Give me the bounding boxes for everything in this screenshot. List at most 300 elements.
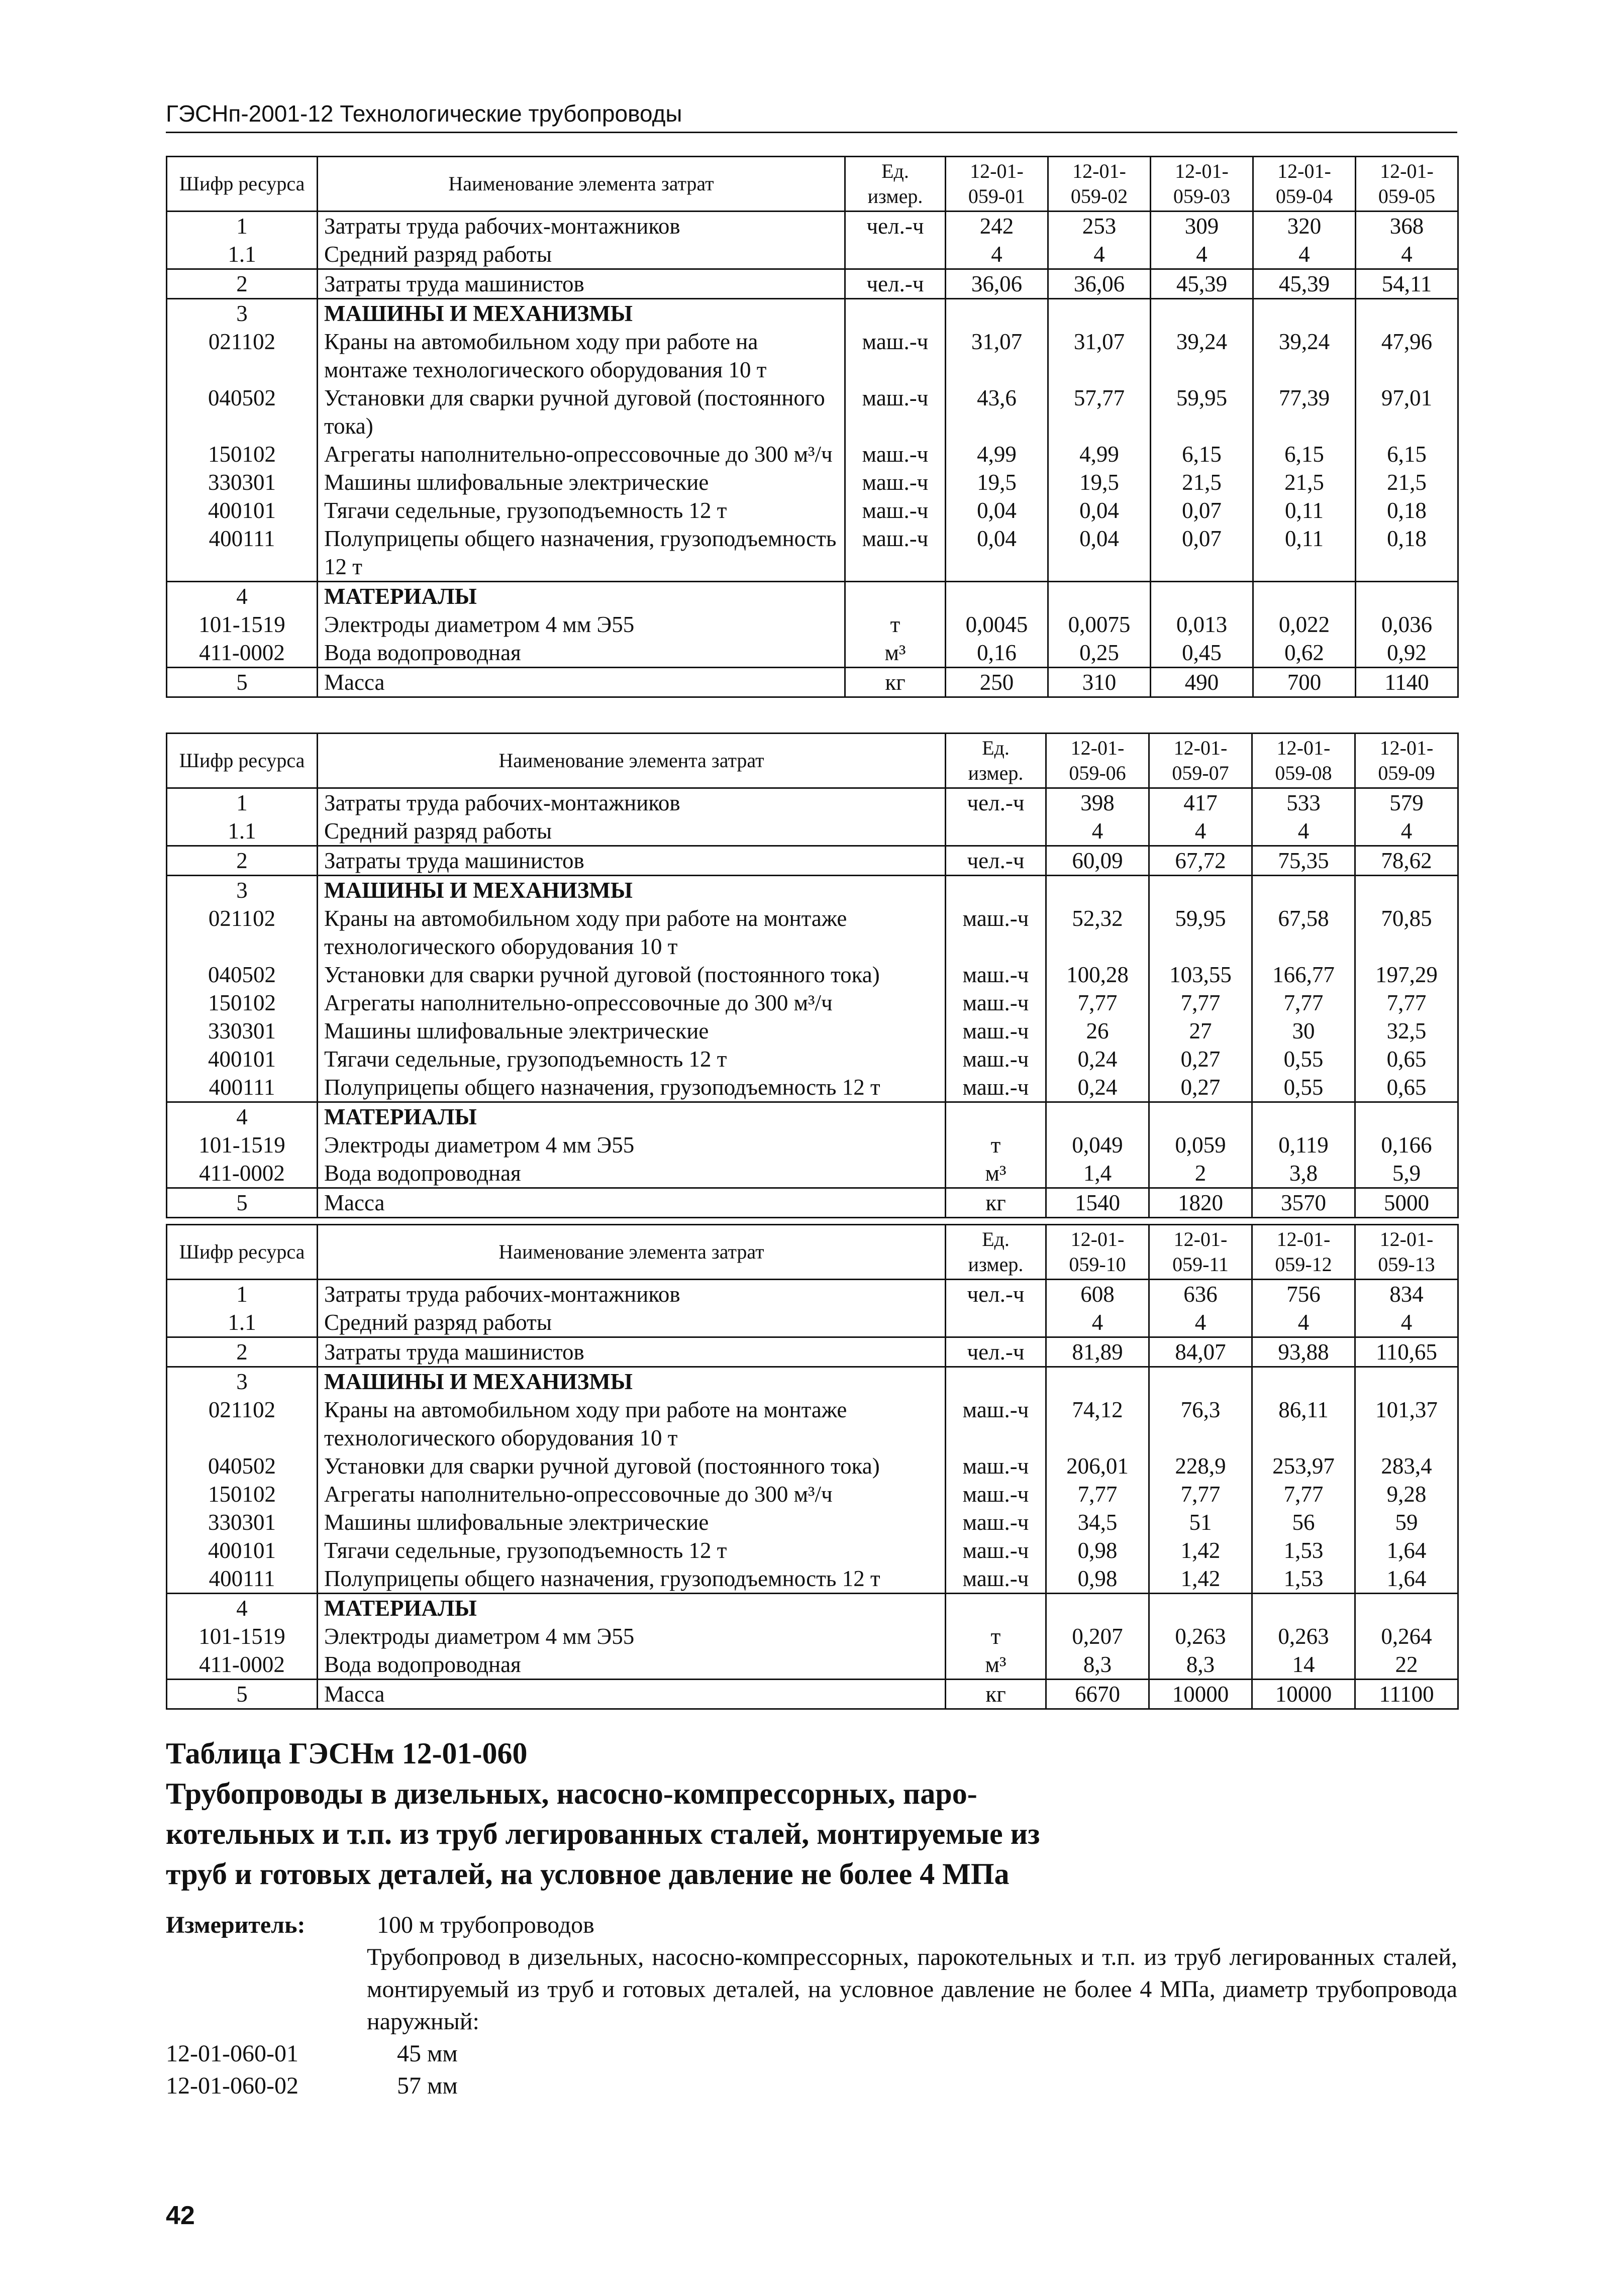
resource-value xyxy=(946,582,1048,611)
resource-code: 150102 xyxy=(167,440,318,468)
table-row xyxy=(167,468,1458,496)
resource-value: 1540 xyxy=(1046,1188,1149,1218)
resource-value xyxy=(1355,1102,1458,1131)
header-column-code: 12-01-059-05 xyxy=(1356,157,1458,212)
resource-value: 1820 xyxy=(1149,1188,1252,1218)
resource-table-1 xyxy=(166,156,1459,698)
resource-code: 411-0002 xyxy=(167,1159,318,1188)
resource-value: 253,97 xyxy=(1252,1452,1355,1480)
resource-value: 70,85 xyxy=(1355,904,1458,961)
table-row xyxy=(167,440,1458,468)
resource-value: 39,24 xyxy=(1151,328,1253,384)
resource-value: 97,01 xyxy=(1356,384,1458,440)
resource-value: 0,07 xyxy=(1151,525,1253,582)
table-row xyxy=(167,1650,1458,1680)
resource-unit: кг xyxy=(946,1188,1046,1218)
resource-value: 100,28 xyxy=(1046,961,1149,989)
table-row xyxy=(167,1396,1458,1452)
resource-name: Средний разряд работы xyxy=(318,817,946,846)
table-row xyxy=(167,269,1458,299)
resource-name: Затраты труда рабочих-монтажников xyxy=(318,212,845,241)
resource-value: 8,3 xyxy=(1046,1650,1149,1680)
table-row xyxy=(167,1102,1458,1131)
table-row xyxy=(167,1017,1458,1045)
resource-value: 0,207 xyxy=(1046,1622,1149,1650)
table-row xyxy=(167,1159,1458,1188)
table-row xyxy=(167,299,1458,328)
table-row xyxy=(167,961,1458,989)
resource-unit: маш.-ч xyxy=(946,989,1046,1017)
table-row xyxy=(167,1308,1458,1337)
resource-value: 7,77 xyxy=(1252,1480,1355,1508)
resource-unit: маш.-ч xyxy=(946,1045,1046,1073)
resource-value: 0,18 xyxy=(1356,525,1458,582)
resource-value: 0,27 xyxy=(1149,1073,1252,1102)
resource-value: 4 xyxy=(1046,817,1149,846)
resource-name: Масса xyxy=(318,1680,946,1709)
resource-value: 250 xyxy=(946,668,1048,697)
resource-value: 21,5 xyxy=(1151,468,1253,496)
page-header: ГЭСНп-2001-12 Технологические трубопроводы xyxy=(166,98,1457,133)
resource-value: 0,27 xyxy=(1149,1045,1252,1073)
resource-code: 1 xyxy=(167,1280,318,1309)
resource-value: 4 xyxy=(946,240,1048,269)
table-row xyxy=(167,1680,1458,1709)
resource-value: 0,013 xyxy=(1151,610,1253,639)
resource-value: 309 xyxy=(1151,212,1253,241)
resource-value: 10000 xyxy=(1149,1680,1252,1709)
resource-code: 040502 xyxy=(167,961,318,989)
resource-unit: м³ xyxy=(845,639,946,668)
resource-value: 0,04 xyxy=(1048,525,1151,582)
resource-value: 228,9 xyxy=(1149,1452,1252,1480)
resource-name: Вода водопроводная xyxy=(318,639,845,668)
resource-value: 0,263 xyxy=(1149,1622,1252,1650)
resource-code: 400111 xyxy=(167,1564,318,1594)
resource-value: 242 xyxy=(946,212,1048,241)
table-header-row xyxy=(167,1225,1458,1280)
resource-value: 4,99 xyxy=(946,440,1048,468)
resource-unit: маш.-ч xyxy=(946,904,1046,961)
resource-value: 19,5 xyxy=(946,468,1048,496)
measure-item-value: 45 мм xyxy=(397,2040,458,2067)
resource-name: Средний разряд работы xyxy=(318,240,845,269)
resource-value: 1,53 xyxy=(1252,1564,1355,1594)
resource-value: 1,42 xyxy=(1149,1564,1252,1594)
resource-unit: маш.-ч xyxy=(946,1480,1046,1508)
resource-unit xyxy=(845,582,946,611)
resource-value: 77,39 xyxy=(1253,384,1356,440)
resource-value: 197,29 xyxy=(1355,961,1458,989)
resource-unit xyxy=(845,240,946,269)
resource-value: 45,39 xyxy=(1151,269,1253,299)
resource-value: 3570 xyxy=(1252,1188,1355,1218)
table-title xyxy=(166,1733,1457,1894)
resource-value: 2 xyxy=(1149,1159,1252,1188)
resource-name: Краны на автомобильном ходу при работе на монтаже технологического оборудования 10 т xyxy=(318,1396,946,1452)
resource-value: 4 xyxy=(1355,1308,1458,1337)
table-row xyxy=(167,1594,1458,1623)
resource-code: 021102 xyxy=(167,328,318,384)
resource-value xyxy=(1253,299,1356,328)
resource-value: 84,07 xyxy=(1149,1337,1252,1367)
resource-value: 7,77 xyxy=(1046,1480,1149,1508)
resource-code: 4 xyxy=(167,582,318,611)
resource-value: 60,09 xyxy=(1046,846,1149,876)
resource-unit: чел.-ч xyxy=(946,788,1046,817)
header-column-code: 12-01-059-03 xyxy=(1151,157,1253,212)
resource-value: 3,8 xyxy=(1252,1159,1355,1188)
resource-value: 1,4 xyxy=(1046,1159,1149,1188)
resource-name: Вода водопроводная xyxy=(318,1159,946,1188)
resource-code: 400101 xyxy=(167,1045,318,1073)
resource-value: 0,166 xyxy=(1355,1131,1458,1159)
resource-code: 2 xyxy=(167,846,318,876)
measure-label: Измеритель: xyxy=(166,1912,306,1938)
resource-code: 2 xyxy=(167,269,318,299)
resource-value: 320 xyxy=(1253,212,1356,241)
resource-unit: кг xyxy=(845,668,946,697)
resource-name: Машины шлифовальные электрические xyxy=(318,468,845,496)
resource-value: 47,96 xyxy=(1356,328,1458,384)
resource-value: 0,263 xyxy=(1252,1622,1355,1650)
header-column-code: 12-01-059-12 xyxy=(1252,1225,1355,1280)
resource-value: 30 xyxy=(1252,1017,1355,1045)
resource-value: 166,77 xyxy=(1252,961,1355,989)
resource-value xyxy=(1355,876,1458,905)
resource-value: 8,3 xyxy=(1149,1650,1252,1680)
resource-value: 834 xyxy=(1355,1280,1458,1309)
table-row xyxy=(167,1280,1458,1309)
resource-value: 19,5 xyxy=(1048,468,1151,496)
resource-unit xyxy=(946,1102,1046,1131)
resource-name: Агрегаты наполнительно-опрессовочные до 300 м³/ч xyxy=(318,989,946,1017)
header-column-code: 12-01-059-11 xyxy=(1149,1225,1252,1280)
resource-value: 10000 xyxy=(1252,1680,1355,1709)
resource-code: 411-0002 xyxy=(167,639,318,668)
resource-name: Машины шлифовальные электрические xyxy=(318,1017,946,1045)
resource-value: 4 xyxy=(1252,817,1355,846)
measure-item-code: 12-01-060-02 xyxy=(166,2072,298,2099)
resource-code: 2 xyxy=(167,1337,318,1367)
resource-name: Затраты труда рабочих-монтажников xyxy=(318,788,946,817)
header-name: Наименование элемента затрат xyxy=(318,157,845,212)
resource-name: Электроды диаметром 4 мм Э55 xyxy=(318,610,845,639)
table-header-row xyxy=(167,734,1458,788)
resource-value: 0,55 xyxy=(1252,1045,1355,1073)
resource-name: Агрегаты наполнительно-опрессовочные до 300 м³/ч xyxy=(318,1480,946,1508)
resource-unit: маш.-ч xyxy=(845,384,946,440)
resource-value: 398 xyxy=(1046,788,1149,817)
resource-value: 6,15 xyxy=(1356,440,1458,468)
resource-name: Затраты труда машинистов xyxy=(318,269,845,299)
resource-value: 490 xyxy=(1151,668,1253,697)
table-row xyxy=(167,668,1458,697)
resource-value: 101,37 xyxy=(1355,1396,1458,1452)
resource-value: 4 xyxy=(1253,240,1356,269)
resource-value: 0,04 xyxy=(946,496,1048,525)
resource-unit: маш.-ч xyxy=(946,1396,1046,1452)
resource-value: 4 xyxy=(1252,1308,1355,1337)
resource-code: 1.1 xyxy=(167,817,318,846)
section-heading: МАШИНЫ И МЕХАНИЗМЫ xyxy=(318,1367,946,1396)
resource-value: 26 xyxy=(1046,1017,1149,1045)
table-row xyxy=(167,989,1458,1017)
header-column-code: 12-01-059-01 xyxy=(946,157,1048,212)
table-row xyxy=(167,639,1458,668)
resource-value: 27 xyxy=(1149,1017,1252,1045)
header-unit: Ед. измер. xyxy=(845,157,946,212)
resource-value: 0,24 xyxy=(1046,1073,1149,1102)
resource-table-2 xyxy=(166,733,1459,1218)
resource-value: 0,04 xyxy=(946,525,1048,582)
resource-value: 0,049 xyxy=(1046,1131,1149,1159)
section-heading: МАШИНЫ И МЕХАНИЗМЫ xyxy=(318,876,946,905)
table-row xyxy=(167,496,1458,525)
resource-value: 5,9 xyxy=(1355,1159,1458,1188)
resource-name: Агрегаты наполнительно-опрессовочные до 300 м³/ч xyxy=(318,440,845,468)
resource-name: Полуприцепы общего назначения, грузоподъемность 12 т xyxy=(318,1564,946,1594)
resource-value: 0,65 xyxy=(1355,1073,1458,1102)
section-heading: МАТЕРИАЛЫ xyxy=(318,1594,946,1623)
resource-value: 7,77 xyxy=(1252,989,1355,1017)
resource-value: 6670 xyxy=(1046,1680,1149,1709)
resource-table-3 xyxy=(166,1224,1459,1710)
resource-value xyxy=(1046,1367,1149,1396)
header-column-code: 12-01-059-06 xyxy=(1046,734,1149,788)
resource-value xyxy=(1048,299,1151,328)
resource-code: 3 xyxy=(167,1367,318,1396)
table-row xyxy=(167,1073,1458,1102)
header-unit: Ед. измер. xyxy=(946,734,1046,788)
resource-value xyxy=(1252,1594,1355,1623)
resource-value: 0,119 xyxy=(1252,1131,1355,1159)
resource-value: 283,4 xyxy=(1355,1452,1458,1480)
resource-code: 5 xyxy=(167,1188,318,1218)
table-row xyxy=(167,212,1458,241)
resource-value: 253 xyxy=(1048,212,1151,241)
resource-value: 93,88 xyxy=(1252,1337,1355,1367)
resource-unit: чел.-ч xyxy=(946,1337,1046,1367)
resource-unit: т xyxy=(845,610,946,639)
resource-value: 579 xyxy=(1355,788,1458,817)
resource-value: 4 xyxy=(1151,240,1253,269)
table-row xyxy=(167,817,1458,846)
resource-value: 32,5 xyxy=(1355,1017,1458,1045)
resource-value: 6,15 xyxy=(1151,440,1253,468)
resource-value: 0,45 xyxy=(1151,639,1253,668)
resource-unit: чел.-ч xyxy=(946,846,1046,876)
header-code: Шифр ресурса xyxy=(167,1225,318,1280)
resource-code: 1.1 xyxy=(167,1308,318,1337)
resource-code: 400111 xyxy=(167,1073,318,1102)
table-row xyxy=(167,1337,1458,1367)
table-row xyxy=(167,1131,1458,1159)
resource-value: 0,264 xyxy=(1355,1622,1458,1650)
resource-value: 4 xyxy=(1356,240,1458,269)
resource-value xyxy=(946,299,1048,328)
resource-value: 608 xyxy=(1046,1280,1149,1309)
resource-code: 3 xyxy=(167,299,318,328)
resource-value: 9,28 xyxy=(1355,1480,1458,1508)
resource-code: 330301 xyxy=(167,468,318,496)
table-header-row xyxy=(167,157,1458,212)
header-column-code: 12-01-059-10 xyxy=(1046,1225,1149,1280)
resource-value: 74,12 xyxy=(1046,1396,1149,1452)
resource-code: 040502 xyxy=(167,1452,318,1480)
resource-value: 0,98 xyxy=(1046,1536,1149,1564)
resource-value: 0,022 xyxy=(1253,610,1356,639)
resource-code: 4 xyxy=(167,1594,318,1623)
resource-value: 14 xyxy=(1252,1650,1355,1680)
resource-value xyxy=(1046,1102,1149,1131)
resource-code: 101-1519 xyxy=(167,610,318,639)
resource-value: 206,01 xyxy=(1046,1452,1149,1480)
resource-value: 1,64 xyxy=(1355,1536,1458,1564)
resource-name: Электроды диаметром 4 мм Э55 xyxy=(318,1131,946,1159)
resource-value: 22 xyxy=(1355,1650,1458,1680)
resource-code: 1 xyxy=(167,788,318,817)
resource-value xyxy=(1046,876,1149,905)
header-column-code: 12-01-059-13 xyxy=(1355,1225,1458,1280)
resource-value: 1,42 xyxy=(1149,1536,1252,1564)
resource-value: 0,25 xyxy=(1048,639,1151,668)
resource-name: Затраты труда машинистов xyxy=(318,846,946,876)
resource-value: 11100 xyxy=(1355,1680,1458,1709)
table-row xyxy=(167,904,1458,961)
resource-value: 51 xyxy=(1149,1508,1252,1536)
resource-value: 7,77 xyxy=(1046,989,1149,1017)
resource-code: 4 xyxy=(167,1102,318,1131)
resource-value xyxy=(1356,299,1458,328)
resource-value: 59,95 xyxy=(1151,384,1253,440)
resource-value: 0,11 xyxy=(1253,525,1356,582)
resource-value: 636 xyxy=(1149,1280,1252,1309)
resource-value xyxy=(1356,582,1458,611)
resource-code: 411-0002 xyxy=(167,1650,318,1680)
measure-block xyxy=(166,1909,1457,2102)
resource-value: 103,55 xyxy=(1149,961,1252,989)
resource-code: 021102 xyxy=(167,904,318,961)
resource-value xyxy=(1253,582,1356,611)
resource-unit: маш.-ч xyxy=(946,1536,1046,1564)
resource-value: 4 xyxy=(1149,817,1252,846)
resource-unit xyxy=(946,1594,1046,1623)
resource-unit: кг xyxy=(946,1680,1046,1709)
table-row xyxy=(167,1480,1458,1508)
resource-value: 1,64 xyxy=(1355,1564,1458,1594)
resource-name: Масса xyxy=(318,1188,946,1218)
resource-value xyxy=(1151,582,1253,611)
resource-name: Установки для сварки ручной дуговой (постоянного тока) xyxy=(318,384,845,440)
resource-unit xyxy=(845,299,946,328)
resource-code: 1 xyxy=(167,212,318,241)
section-heading: МАТЕРИАЛЫ xyxy=(318,1102,946,1131)
resource-value: 0,16 xyxy=(946,639,1048,668)
resource-value xyxy=(1149,1594,1252,1623)
resource-unit xyxy=(946,817,1046,846)
resource-unit: маш.-ч xyxy=(946,1564,1046,1594)
resource-code: 021102 xyxy=(167,1396,318,1452)
resource-code: 040502 xyxy=(167,384,318,440)
resource-value: 7,77 xyxy=(1149,989,1252,1017)
resource-value: 7,77 xyxy=(1355,989,1458,1017)
resource-code: 400101 xyxy=(167,496,318,525)
table-row xyxy=(167,384,1458,440)
resource-name: Машины шлифовальные электрические xyxy=(318,1508,946,1536)
resource-value xyxy=(1149,1367,1252,1396)
section-heading: МАТЕРИАЛЫ xyxy=(318,582,845,611)
resource-code: 5 xyxy=(167,668,318,697)
resource-value: 1,53 xyxy=(1252,1536,1355,1564)
header-column-code: 12-01-059-02 xyxy=(1048,157,1151,212)
resource-value: 34,5 xyxy=(1046,1508,1149,1536)
resource-value: 36,06 xyxy=(1048,269,1151,299)
resource-value: 4 xyxy=(1149,1308,1252,1337)
resource-value: 0,11 xyxy=(1253,496,1356,525)
resource-value: 21,5 xyxy=(1253,468,1356,496)
resource-value: 0,0075 xyxy=(1048,610,1151,639)
resource-unit xyxy=(946,1367,1046,1396)
table-row xyxy=(167,1045,1458,1073)
resource-value: 5000 xyxy=(1355,1188,1458,1218)
table-title-text: Трубопроводы в дизельных, насосно-компрессорных, паро-котельных и т.п. из труб легированных сталей, монтируемые из труб и готовых деталей, на условное давление не более 4 МПа xyxy=(166,1777,1040,1891)
header-name: Наименование элемента затрат xyxy=(318,1225,946,1280)
resource-unit: маш.-ч xyxy=(946,1508,1046,1536)
measure-item-value: 57 мм xyxy=(397,2072,458,2099)
resource-value xyxy=(1355,1594,1458,1623)
resource-value: 4 xyxy=(1048,240,1151,269)
resource-value: 76,3 xyxy=(1149,1396,1252,1452)
resource-value: 417 xyxy=(1149,788,1252,817)
table-row xyxy=(167,328,1458,384)
resource-value: 0,55 xyxy=(1252,1073,1355,1102)
resource-value: 0,059 xyxy=(1149,1131,1252,1159)
resource-value xyxy=(1149,876,1252,905)
resource-value: 4 xyxy=(1046,1308,1149,1337)
resource-name: Вода водопроводная xyxy=(318,1650,946,1680)
table-title-prefix: Таблица ГЭСНм 12-01-060 xyxy=(166,1737,528,1770)
resource-value: 756 xyxy=(1252,1280,1355,1309)
resource-value: 533 xyxy=(1252,788,1355,817)
page-number: 42 xyxy=(166,2201,195,2230)
resource-value: 75,35 xyxy=(1252,846,1355,876)
resource-value xyxy=(1046,1594,1149,1623)
resource-code: 330301 xyxy=(167,1508,318,1536)
section-heading: МАШИНЫ И МЕХАНИЗМЫ xyxy=(318,299,845,328)
resource-unit: маш.-ч xyxy=(946,1073,1046,1102)
table-row xyxy=(167,876,1458,905)
resource-value: 21,5 xyxy=(1356,468,1458,496)
resource-unit: маш.-ч xyxy=(845,328,946,384)
header-column-code: 12-01-059-09 xyxy=(1355,734,1458,788)
resource-name: Установки для сварки ручной дуговой (постоянного тока) xyxy=(318,1452,946,1480)
resource-value xyxy=(1048,582,1151,611)
resource-code: 400111 xyxy=(167,525,318,582)
resource-value xyxy=(1252,1367,1355,1396)
resource-value: 4,99 xyxy=(1048,440,1151,468)
header-code: Шифр ресурса xyxy=(167,157,318,212)
resource-value: 39,24 xyxy=(1253,328,1356,384)
resource-value: 0,62 xyxy=(1253,639,1356,668)
resource-value: 67,72 xyxy=(1149,846,1252,876)
header-column-code: 12-01-059-08 xyxy=(1252,734,1355,788)
table-row xyxy=(167,525,1458,582)
header-unit: Ед. измер. xyxy=(946,1225,1046,1280)
resource-value: 52,32 xyxy=(1046,904,1149,961)
resource-unit: маш.-ч xyxy=(845,440,946,468)
resource-unit: т xyxy=(946,1622,1046,1650)
